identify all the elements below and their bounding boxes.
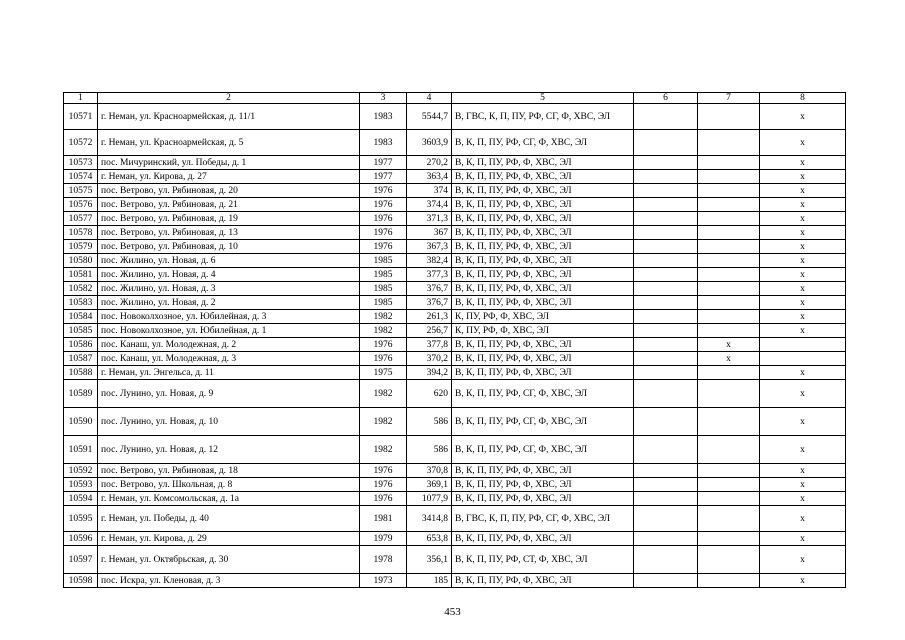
column-8-cell: х	[760, 130, 846, 156]
systems-cell: В, ГВС, К, П, ПУ, РФ, СГ, Ф, ХВС, ЭЛ	[452, 104, 634, 130]
year-cell: 1977	[360, 170, 407, 184]
systems-cell: В, К, П, ПУ, РФ, Ф, ХВС, ЭЛ	[452, 240, 634, 254]
row-id: 10582	[64, 282, 98, 296]
year-cell: 1981	[360, 506, 407, 532]
area-cell: 185	[407, 574, 452, 588]
row-id: 10595	[64, 506, 98, 532]
year-cell: 1985	[360, 254, 407, 268]
column-7-cell	[698, 226, 760, 240]
column-7-cell	[698, 408, 760, 436]
table-row	[64, 156, 846, 170]
year-cell: 1976	[360, 464, 407, 478]
table-row	[64, 574, 846, 588]
address-cell: пос. Новоколхозное, ул. Юбилейная, д. 3	[98, 310, 360, 324]
column-7-cell	[698, 310, 760, 324]
column-number: 7	[698, 93, 760, 104]
row-id: 10584	[64, 310, 98, 324]
address-cell: г. Неман, ул. Красноармейская, д. 5	[98, 130, 360, 156]
column-6-cell	[634, 104, 698, 130]
year-cell: 1976	[360, 226, 407, 240]
column-8-cell: х	[760, 436, 846, 464]
area-cell: 261,3	[407, 310, 452, 324]
table-row	[64, 184, 846, 198]
row-id: 10581	[64, 268, 98, 282]
address-cell: г. Неман, ул. Победы, д. 40	[98, 506, 360, 532]
table-row	[64, 464, 846, 478]
row-id: 10598	[64, 574, 98, 588]
table-row	[64, 532, 846, 546]
column-8-cell: х	[760, 296, 846, 310]
address-cell: пос. Ветрово, ул. Рябиновая, д. 18	[98, 464, 360, 478]
column-8-cell: х	[760, 240, 846, 254]
year-cell: 1978	[360, 546, 407, 574]
page-number: 453	[444, 606, 461, 618]
column-8-cell: х	[760, 170, 846, 184]
column-7-cell	[698, 492, 760, 506]
column-6-cell	[634, 254, 698, 268]
column-6-cell	[634, 436, 698, 464]
year-cell: 1976	[360, 240, 407, 254]
column-8-cell: х	[760, 478, 846, 492]
year-cell: 1983	[360, 130, 407, 156]
systems-cell: В, К, П, ПУ, РФ, СГ, Ф, ХВС, ЭЛ	[452, 380, 634, 408]
area-cell: 3414,8	[407, 506, 452, 532]
column-7-cell	[698, 380, 760, 408]
column-6-cell	[634, 532, 698, 546]
column-6-cell	[634, 226, 698, 240]
area-cell: 256,7	[407, 324, 452, 338]
address-cell: пос. Жилино, ул. Новая, д. 3	[98, 282, 360, 296]
column-8-cell: х	[760, 366, 846, 380]
year-cell: 1982	[360, 310, 407, 324]
column-8-cell: х	[760, 546, 846, 574]
address-cell: г. Неман, ул. Кирова, д. 29	[98, 532, 360, 546]
column-8-cell: х	[760, 464, 846, 478]
year-cell: 1976	[360, 212, 407, 226]
address-cell: пос. Жилино, ул. Новая, д. 6	[98, 254, 360, 268]
row-id: 10576	[64, 198, 98, 212]
table-row	[64, 282, 846, 296]
year-cell: 1985	[360, 268, 407, 282]
column-8-cell	[760, 352, 846, 366]
area-cell: 374,4	[407, 198, 452, 212]
column-6-cell	[634, 240, 698, 254]
year-cell: 1985	[360, 282, 407, 296]
column-number: 4	[407, 93, 452, 104]
address-cell: пос. Лунино, ул. Новая, д. 10	[98, 408, 360, 436]
area-cell: 370,8	[407, 464, 452, 478]
column-7-cell	[698, 436, 760, 464]
table-row	[64, 296, 846, 310]
column-8-cell: х	[760, 156, 846, 170]
area-cell: 377,3	[407, 268, 452, 282]
year-cell: 1982	[360, 408, 407, 436]
area-cell: 586	[407, 408, 452, 436]
column-6-cell	[634, 212, 698, 226]
area-cell: 356,1	[407, 546, 452, 574]
column-8-cell: х	[760, 310, 846, 324]
address-cell: пос. Мичуринский, ул. Победы, д. 1	[98, 156, 360, 170]
address-cell: пос. Лунино, ул. Новая, д. 9	[98, 380, 360, 408]
address-cell: пос. Канаш, ул. Молодежная, д. 2	[98, 338, 360, 352]
column-7-cell	[698, 104, 760, 130]
column-6-cell	[634, 408, 698, 436]
row-id: 10588	[64, 366, 98, 380]
year-cell: 1982	[360, 436, 407, 464]
address-cell: пос. Канаш, ул. Молодежная, д. 3	[98, 352, 360, 366]
column-6-cell	[634, 464, 698, 478]
table-row	[64, 310, 846, 324]
area-cell: 376,7	[407, 296, 452, 310]
row-id: 10592	[64, 464, 98, 478]
row-id: 10587	[64, 352, 98, 366]
column-number: 3	[360, 93, 407, 104]
area-cell: 3603,9	[407, 130, 452, 156]
column-7-cell	[698, 198, 760, 212]
table-row	[64, 130, 846, 156]
column-8-cell: х	[760, 184, 846, 198]
column-8-cell	[760, 338, 846, 352]
column-8-cell: х	[760, 198, 846, 212]
year-cell: 1977	[360, 156, 407, 170]
systems-cell: В, К, П, ПУ, РФ, Ф, ХВС, ЭЛ	[452, 574, 634, 588]
column-7-cell: х	[698, 338, 760, 352]
systems-cell: В, К, П, ПУ, РФ, Ф, ХВС, ЭЛ	[452, 254, 634, 268]
year-cell: 1976	[360, 492, 407, 506]
column-6-cell	[634, 546, 698, 574]
column-number: 2	[98, 93, 360, 104]
systems-cell: В, К, П, ПУ, РФ, Ф, ХВС, ЭЛ	[452, 198, 634, 212]
table-row	[64, 478, 846, 492]
area-cell: 382,4	[407, 254, 452, 268]
systems-cell: В, К, П, ПУ, РФ, Ф, ХВС, ЭЛ	[452, 226, 634, 240]
systems-cell: К, ПУ, РФ, Ф, ХВС, ЭЛ	[452, 310, 634, 324]
column-8-cell: х	[760, 104, 846, 130]
address-cell: пос. Ветрово, ул. Рябиновая, д. 10	[98, 240, 360, 254]
housing-register-table	[63, 92, 846, 588]
column-7-cell	[698, 170, 760, 184]
area-cell: 1077,9	[407, 492, 452, 506]
area-cell: 376,7	[407, 282, 452, 296]
column-8-cell: х	[760, 574, 846, 588]
row-id: 10585	[64, 324, 98, 338]
area-cell: 369,1	[407, 478, 452, 492]
column-6-cell	[634, 282, 698, 296]
column-8-cell: х	[760, 506, 846, 532]
column-7-cell	[698, 184, 760, 198]
column-7-cell	[698, 546, 760, 574]
column-8-cell: х	[760, 380, 846, 408]
column-8-cell: х	[760, 492, 846, 506]
table-row	[64, 546, 846, 574]
systems-cell: В, К, П, ПУ, РФ, СГ, Ф, ХВС, ЭЛ	[452, 130, 634, 156]
table-row	[64, 506, 846, 532]
year-cell: 1983	[360, 104, 407, 130]
address-cell: г. Неман, ул. Красноармейская, д. 11/1	[98, 104, 360, 130]
address-cell: пос. Жилино, ул. Новая, д. 2	[98, 296, 360, 310]
column-6-cell	[634, 492, 698, 506]
column-number-row	[64, 93, 846, 104]
year-cell: 1976	[360, 184, 407, 198]
systems-cell: В, ГВС, К, П, ПУ, РФ, СГ, Ф, ХВС, ЭЛ	[452, 506, 634, 532]
table-row	[64, 324, 846, 338]
row-id: 10578	[64, 226, 98, 240]
systems-cell: В, К, П, ПУ, РФ, Ф, ХВС, ЭЛ	[452, 366, 634, 380]
column-7-cell	[698, 366, 760, 380]
row-id: 10589	[64, 380, 98, 408]
column-8-cell: х	[760, 408, 846, 436]
area-cell: 620	[407, 380, 452, 408]
row-id: 10583	[64, 296, 98, 310]
area-cell: 270,2	[407, 156, 452, 170]
address-cell: пос. Ветрово, ул. Рябиновая, д. 21	[98, 198, 360, 212]
column-6-cell	[634, 296, 698, 310]
table-row	[64, 352, 846, 366]
column-7-cell	[698, 506, 760, 532]
area-cell: 586	[407, 436, 452, 464]
area-cell: 394,2	[407, 366, 452, 380]
column-7-cell	[698, 212, 760, 226]
table-row	[64, 268, 846, 282]
address-cell: пос. Ветрово, ул. Рябиновая, д. 13	[98, 226, 360, 240]
column-number: 1	[64, 93, 98, 104]
systems-cell: В, К, П, ПУ, РФ, Ф, ХВС, ЭЛ	[452, 352, 634, 366]
table-row	[64, 408, 846, 436]
address-cell: пос. Искра, ул. Кленовая, д. 3	[98, 574, 360, 588]
row-id: 10596	[64, 532, 98, 546]
area-cell: 371,3	[407, 212, 452, 226]
table-row	[64, 436, 846, 464]
year-cell: 1979	[360, 532, 407, 546]
systems-cell: В, К, П, ПУ, РФ, СТ, Ф, ХВС, ЭЛ	[452, 546, 634, 574]
column-8-cell: х	[760, 226, 846, 240]
systems-cell: В, К, П, ПУ, РФ, СГ, Ф, ХВС, ЭЛ	[452, 408, 634, 436]
column-7-cell: х	[698, 352, 760, 366]
column-6-cell	[634, 366, 698, 380]
table-row	[64, 240, 846, 254]
column-7-cell	[698, 268, 760, 282]
address-cell: г. Неман, ул. Энгельса, д. 11	[98, 366, 360, 380]
address-cell: пос. Ветрово, ул. Рябиновая, д. 20	[98, 184, 360, 198]
column-number: 5	[452, 93, 634, 104]
area-cell: 367,3	[407, 240, 452, 254]
column-6-cell	[634, 352, 698, 366]
systems-cell: В, К, П, ПУ, РФ, Ф, ХВС, ЭЛ	[452, 296, 634, 310]
area-cell: 363,4	[407, 170, 452, 184]
column-6-cell	[634, 380, 698, 408]
area-cell: 653,8	[407, 532, 452, 546]
area-cell: 374	[407, 184, 452, 198]
column-6-cell	[634, 478, 698, 492]
row-id: 10572	[64, 130, 98, 156]
year-cell: 1985	[360, 296, 407, 310]
table-row	[64, 366, 846, 380]
table-row	[64, 226, 846, 240]
row-id: 10590	[64, 408, 98, 436]
column-6-cell	[634, 506, 698, 532]
systems-cell: В, К, П, ПУ, РФ, Ф, ХВС, ЭЛ	[452, 170, 634, 184]
year-cell: 1973	[360, 574, 407, 588]
row-id: 10575	[64, 184, 98, 198]
area-cell: 367	[407, 226, 452, 240]
address-cell: пос. Жилино, ул. Новая, д. 4	[98, 268, 360, 282]
row-id: 10573	[64, 156, 98, 170]
column-7-cell	[698, 254, 760, 268]
table-row	[64, 254, 846, 268]
column-6-cell	[634, 324, 698, 338]
address-cell: пос. Лунино, ул. Новая, д. 12	[98, 436, 360, 464]
column-6-cell	[634, 310, 698, 324]
column-7-cell	[698, 324, 760, 338]
systems-cell: В, К, П, ПУ, РФ, Ф, ХВС, ЭЛ	[452, 464, 634, 478]
address-cell: г. Неман, ул. Комсомольская, д. 1а	[98, 492, 360, 506]
column-6-cell	[634, 268, 698, 282]
column-8-cell: х	[760, 324, 846, 338]
systems-cell: В, К, П, ПУ, РФ, Ф, ХВС, ЭЛ	[452, 282, 634, 296]
systems-cell: В, К, П, ПУ, РФ, Ф, ХВС, ЭЛ	[452, 338, 634, 352]
column-6-cell	[634, 184, 698, 198]
systems-cell: В, К, П, ПУ, РФ, Ф, ХВС, ЭЛ	[452, 212, 634, 226]
column-7-cell	[698, 130, 760, 156]
year-cell: 1976	[360, 478, 407, 492]
row-id: 10571	[64, 104, 98, 130]
column-6-cell	[634, 130, 698, 156]
systems-cell: В, К, П, ПУ, РФ, Ф, ХВС, ЭЛ	[452, 532, 634, 546]
column-8-cell: х	[760, 282, 846, 296]
column-6-cell	[634, 574, 698, 588]
row-id: 10591	[64, 436, 98, 464]
column-7-cell	[698, 464, 760, 478]
address-cell: пос. Новоколхозное, ул. Юбилейная, д. 1	[98, 324, 360, 338]
column-7-cell	[698, 574, 760, 588]
table-row	[64, 212, 846, 226]
row-id: 10574	[64, 170, 98, 184]
column-number: 8	[760, 93, 846, 104]
year-cell: 1976	[360, 352, 407, 366]
column-7-cell	[698, 156, 760, 170]
column-8-cell: х	[760, 254, 846, 268]
systems-cell: В, К, П, ПУ, РФ, Ф, ХВС, ЭЛ	[452, 492, 634, 506]
year-cell: 1982	[360, 324, 407, 338]
table-row	[64, 198, 846, 212]
column-7-cell	[698, 532, 760, 546]
address-cell: пос. Ветрово, ул. Школьная, д. 8	[98, 478, 360, 492]
address-cell: г. Неман, ул. Кирова, д. 27	[98, 170, 360, 184]
area-cell: 377,8	[407, 338, 452, 352]
year-cell: 1982	[360, 380, 407, 408]
table-row	[64, 380, 846, 408]
table-row	[64, 492, 846, 506]
column-7-cell	[698, 478, 760, 492]
row-id: 10593	[64, 478, 98, 492]
address-cell: пос. Ветрово, ул. Рябиновая, д. 19	[98, 212, 360, 226]
column-6-cell	[634, 198, 698, 212]
area-cell: 5544,7	[407, 104, 452, 130]
address-cell: г. Неман, ул. Октябрьская, д. 30	[98, 546, 360, 574]
column-7-cell	[698, 282, 760, 296]
systems-cell: К, ПУ, РФ, Ф, ХВС, ЭЛ	[452, 324, 634, 338]
systems-cell: В, К, П, ПУ, РФ, Ф, ХВС, ЭЛ	[452, 268, 634, 282]
systems-cell: В, К, П, ПУ, РФ, Ф, ХВС, ЭЛ	[452, 184, 634, 198]
column-8-cell: х	[760, 532, 846, 546]
column-8-cell: х	[760, 212, 846, 226]
row-id: 10579	[64, 240, 98, 254]
column-6-cell	[634, 338, 698, 352]
row-id: 10597	[64, 546, 98, 574]
table-row	[64, 338, 846, 352]
column-number: 6	[634, 93, 698, 104]
systems-cell: В, К, П, ПУ, РФ, СГ, Ф, ХВС, ЭЛ	[452, 436, 634, 464]
systems-cell: В, К, П, ПУ, РФ, Ф, ХВС, ЭЛ	[452, 478, 634, 492]
row-id: 10580	[64, 254, 98, 268]
column-8-cell: х	[760, 268, 846, 282]
row-id: 10586	[64, 338, 98, 352]
table-row	[64, 104, 846, 130]
column-6-cell	[634, 170, 698, 184]
row-id: 10577	[64, 212, 98, 226]
table-row	[64, 170, 846, 184]
year-cell: 1976	[360, 198, 407, 212]
systems-cell: В, К, П, ПУ, РФ, Ф, ХВС, ЭЛ	[452, 156, 634, 170]
column-6-cell	[634, 156, 698, 170]
row-id: 10594	[64, 492, 98, 506]
year-cell: 1976	[360, 338, 407, 352]
area-cell: 370,2	[407, 352, 452, 366]
column-7-cell	[698, 240, 760, 254]
column-7-cell	[698, 296, 760, 310]
year-cell: 1975	[360, 366, 407, 380]
